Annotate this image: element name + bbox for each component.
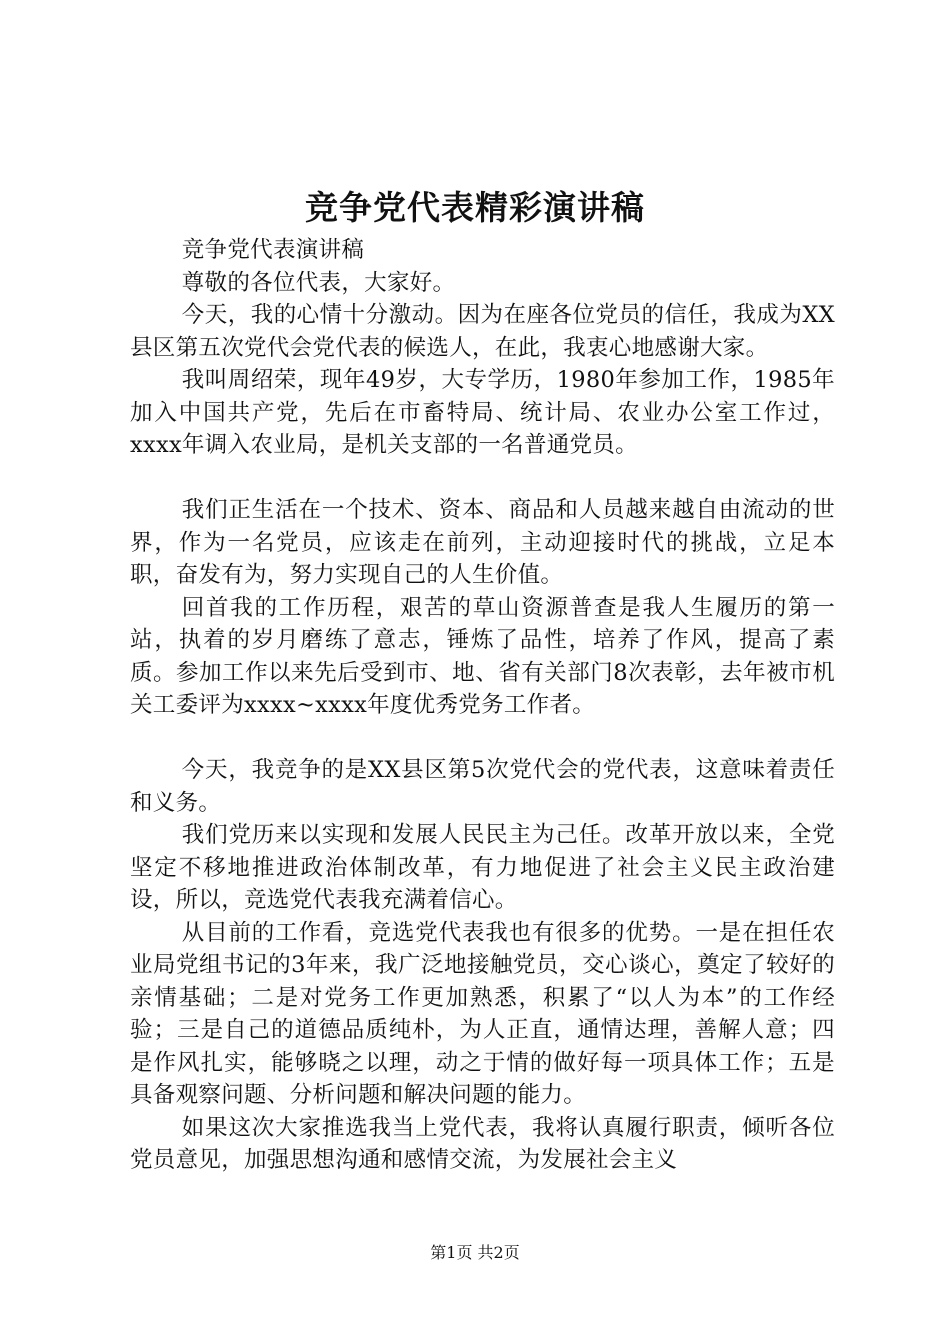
paragraph-world: 我们正生活在一个技术、资本、商品和人员越来越自由流动的世界，作为一名党员，应该走在前列，主动迎接时代的挑战，立足本职，奋发有为，努力实现自己的人生价值。 (130, 497, 835, 588)
paragraph-history: 回首我的工作历程，艰苦的草山资源普查是我人生履历的第一站，执着的岁月磨练了意志，锤炼了品性，培养了作风，提高了素质。参加工作以来先后受到市、地、省有关部门8次表彰，去年被市机关工委评为xxxx~xxxx年度优秀党务工作者。 (130, 594, 835, 718)
paragraph-speech-heading: 竞争党代表演讲稿 (181, 237, 365, 263)
paragraph-greeting: 尊敬的各位代表，大家好。 (181, 269, 456, 296)
paragraph-thanks: 今天，我的心情十分激动。因为在座各位党员的信任，我成为XX县区第五次党代会党代表的候选人，在此，我衷心地感谢大家。 (130, 302, 835, 361)
paragraph-advantages: 从目前的工作看，竞选党代表我也有很多的优势。一是在担任农业局党组书记的3年来，我广泛地接触党员，交心谈心，奠定了较好的亲情基础；二是对党务工作更加熟悉，积累了“以人为本”的工作经验；三是自己的道德品质纯朴，为人正直，通情达理，善解人意；四是作风扎实，能够晓之以理，动之于情的做好每一项具体工作；五是具备观察问题、分析问题和解决问题的能力。 (130, 919, 835, 1108)
page-number-footer: 第1页 共2页 (430, 1243, 520, 1262)
paragraph-promise: 如果这次大家推选我当上党代表，我将认真履行职责，倾听各位党员意见，加强思想沟通和感情交流，为发展社会主义 (130, 1114, 835, 1173)
paragraph-democracy: 我们党历来以实现和发展人民民主为己任。改革开放以来，全党坚定不移地推进政治体制改革，有力地促进了社会主义民主政治建设，所以，竞选党代表我充满着信心。 (130, 822, 835, 913)
paragraph-self-intro: 我叫周绍荣，现年49岁，大专学历，1980年参加工作，1985年加入中国共产党，先后在市畜特局、统计局、农业办公室工作过，xxxx年调入农业局，是机关支部的一名普通党员。 (130, 367, 835, 458)
document-title: 竞争党代表精彩演讲稿 (305, 188, 645, 227)
paragraph-responsibility: 今天，我竞争的是XX县区第5次党代会的党代表，这意味着责任和义务。 (130, 757, 835, 816)
document-body (130, 234, 835, 1177)
